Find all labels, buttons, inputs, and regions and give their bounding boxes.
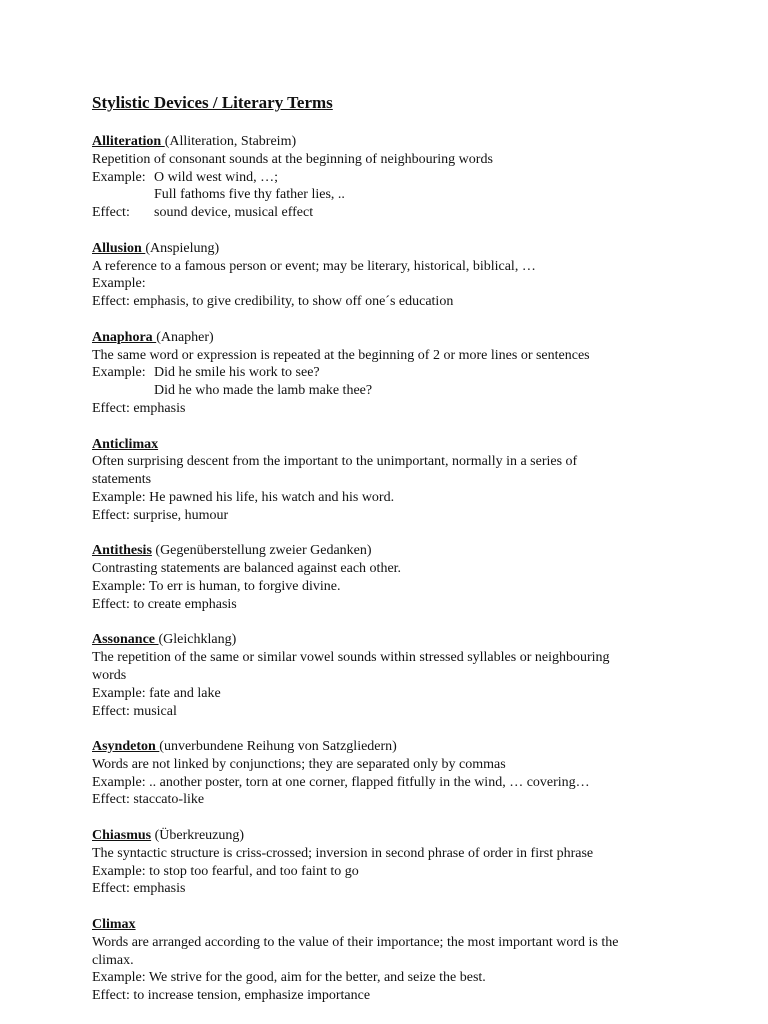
term-name: Allusion <box>92 240 146 256</box>
example-text-continued: Did he who made the lamb make thee? <box>154 383 373 399</box>
term-definition: Often surprising descent from the important to the unimportant, normally in a series of <box>92 454 578 470</box>
term-definition: The repetition of the same or similar vowel sounds within stressed syllables or neighbouring <box>92 650 610 666</box>
term-line <box>92 631 728 649</box>
effect-text: Effect: emphasis, to give credibility, to show off one´s education <box>92 294 454 310</box>
example-text-continued: Full fathoms five thy father lies, .. <box>154 187 345 203</box>
term-definition: Words are not linked by conjunctions; they are separated only by commas <box>92 756 506 772</box>
term-line <box>92 738 728 756</box>
term-translation: (Gleichklang) <box>158 632 237 648</box>
effect-text: Effect: staccato-like <box>92 792 205 808</box>
entry-anticlimax <box>92 436 728 525</box>
entry-antithesis <box>92 542 728 613</box>
term-definition-continued: words <box>92 667 127 683</box>
term-definition: Repetition of consonant sounds at the beginning of neighbouring words <box>92 151 493 167</box>
example-text: Example: to stop too fearful, and too faint to go <box>92 863 359 879</box>
term-translation: (unverbundene Reihung von Satzgliedern) <box>159 739 397 755</box>
term-definition-continued: climax. <box>92 952 134 968</box>
term-name: Anticlimax <box>92 436 159 452</box>
effect-label: Effect: <box>92 205 130 221</box>
entry-allusion <box>92 240 728 311</box>
term-name: Chiasmus <box>92 828 152 844</box>
entry-anaphora <box>92 329 728 418</box>
entry-climax <box>92 916 728 1005</box>
term-translation: (Anapher) <box>156 329 214 345</box>
effect-text: Effect: surprise, humour <box>92 507 229 523</box>
entry-asyndeton <box>92 738 728 809</box>
term-definition: Contrasting statements are balanced against each other. <box>92 561 402 577</box>
example-text: Example: <box>92 276 146 292</box>
term-name: Antithesis <box>92 543 152 559</box>
term-name: Assonance <box>92 632 159 648</box>
example-text: Example: We strive for the good, aim for the better, and seize the best. <box>92 970 486 986</box>
term-line <box>92 133 728 151</box>
term-line <box>92 329 728 347</box>
effect-text: Effect: to increase tension, emphasize importance <box>92 988 371 1004</box>
term-translation: (Anspielung) <box>145 240 220 256</box>
effect-text: Effect: emphasis <box>92 881 186 897</box>
example-text: Example: .. another poster, torn at one corner, flapped fitfully in the wind, … covering… <box>92 774 590 790</box>
effect-text: Effect: musical <box>92 703 177 719</box>
term-definition-continued: statements <box>92 472 152 488</box>
entry-alliteration <box>92 133 728 222</box>
term-definition: The syntactic structure is criss-crossed; inversion in second phrase of order in first phrase <box>92 845 594 861</box>
example-text: O wild west wind, …; <box>154 169 279 185</box>
example-text: Example: fate and lake <box>92 685 221 701</box>
example-text: Example: He pawned his life, his watch and his word. <box>92 489 395 505</box>
term-definition: The same word or expression is repeated at the beginning of 2 or more lines or sentences <box>92 347 590 363</box>
term-line <box>92 916 728 934</box>
term-definition: Words are arranged according to the value of their importance; the most important word is the <box>92 934 619 950</box>
term-name: Anaphora <box>92 329 157 345</box>
term-translation: (Überkreuzung) <box>151 828 245 844</box>
term-definition: A reference to a famous person or event; may be literary, historical, biblical, … <box>92 258 536 274</box>
term-translation: (Gegenüberstellung zweier Gedanken) <box>151 543 372 559</box>
entry-assonance <box>92 631 728 720</box>
term-name: Alliteration <box>92 134 165 149</box>
example-label: Example: <box>92 365 146 381</box>
term-name: Climax <box>92 917 136 933</box>
term-line <box>92 542 728 560</box>
example-label: Example: <box>92 169 146 185</box>
term-line <box>92 436 728 454</box>
example-row <box>92 169 728 187</box>
term-name: Asyndeton <box>92 739 160 755</box>
effect-text: Effect: to create emphasis <box>92 596 237 612</box>
example-text: Example: To err is human, to forgive divine. <box>92 578 341 594</box>
effect-text: sound device, musical effect <box>154 205 314 221</box>
example-text: Did he smile his work to see? <box>154 365 320 381</box>
example-row <box>92 364 728 382</box>
effect-text: Effect: emphasis <box>92 400 186 416</box>
effect-row <box>92 204 728 222</box>
term-translation: (Alliteration, Stabreim) <box>164 134 297 149</box>
term-line <box>92 240 728 258</box>
document-title: Stylistic Devices / Literary Terms <box>92 93 333 112</box>
entry-chiasmus <box>92 827 728 898</box>
term-line <box>92 827 728 845</box>
